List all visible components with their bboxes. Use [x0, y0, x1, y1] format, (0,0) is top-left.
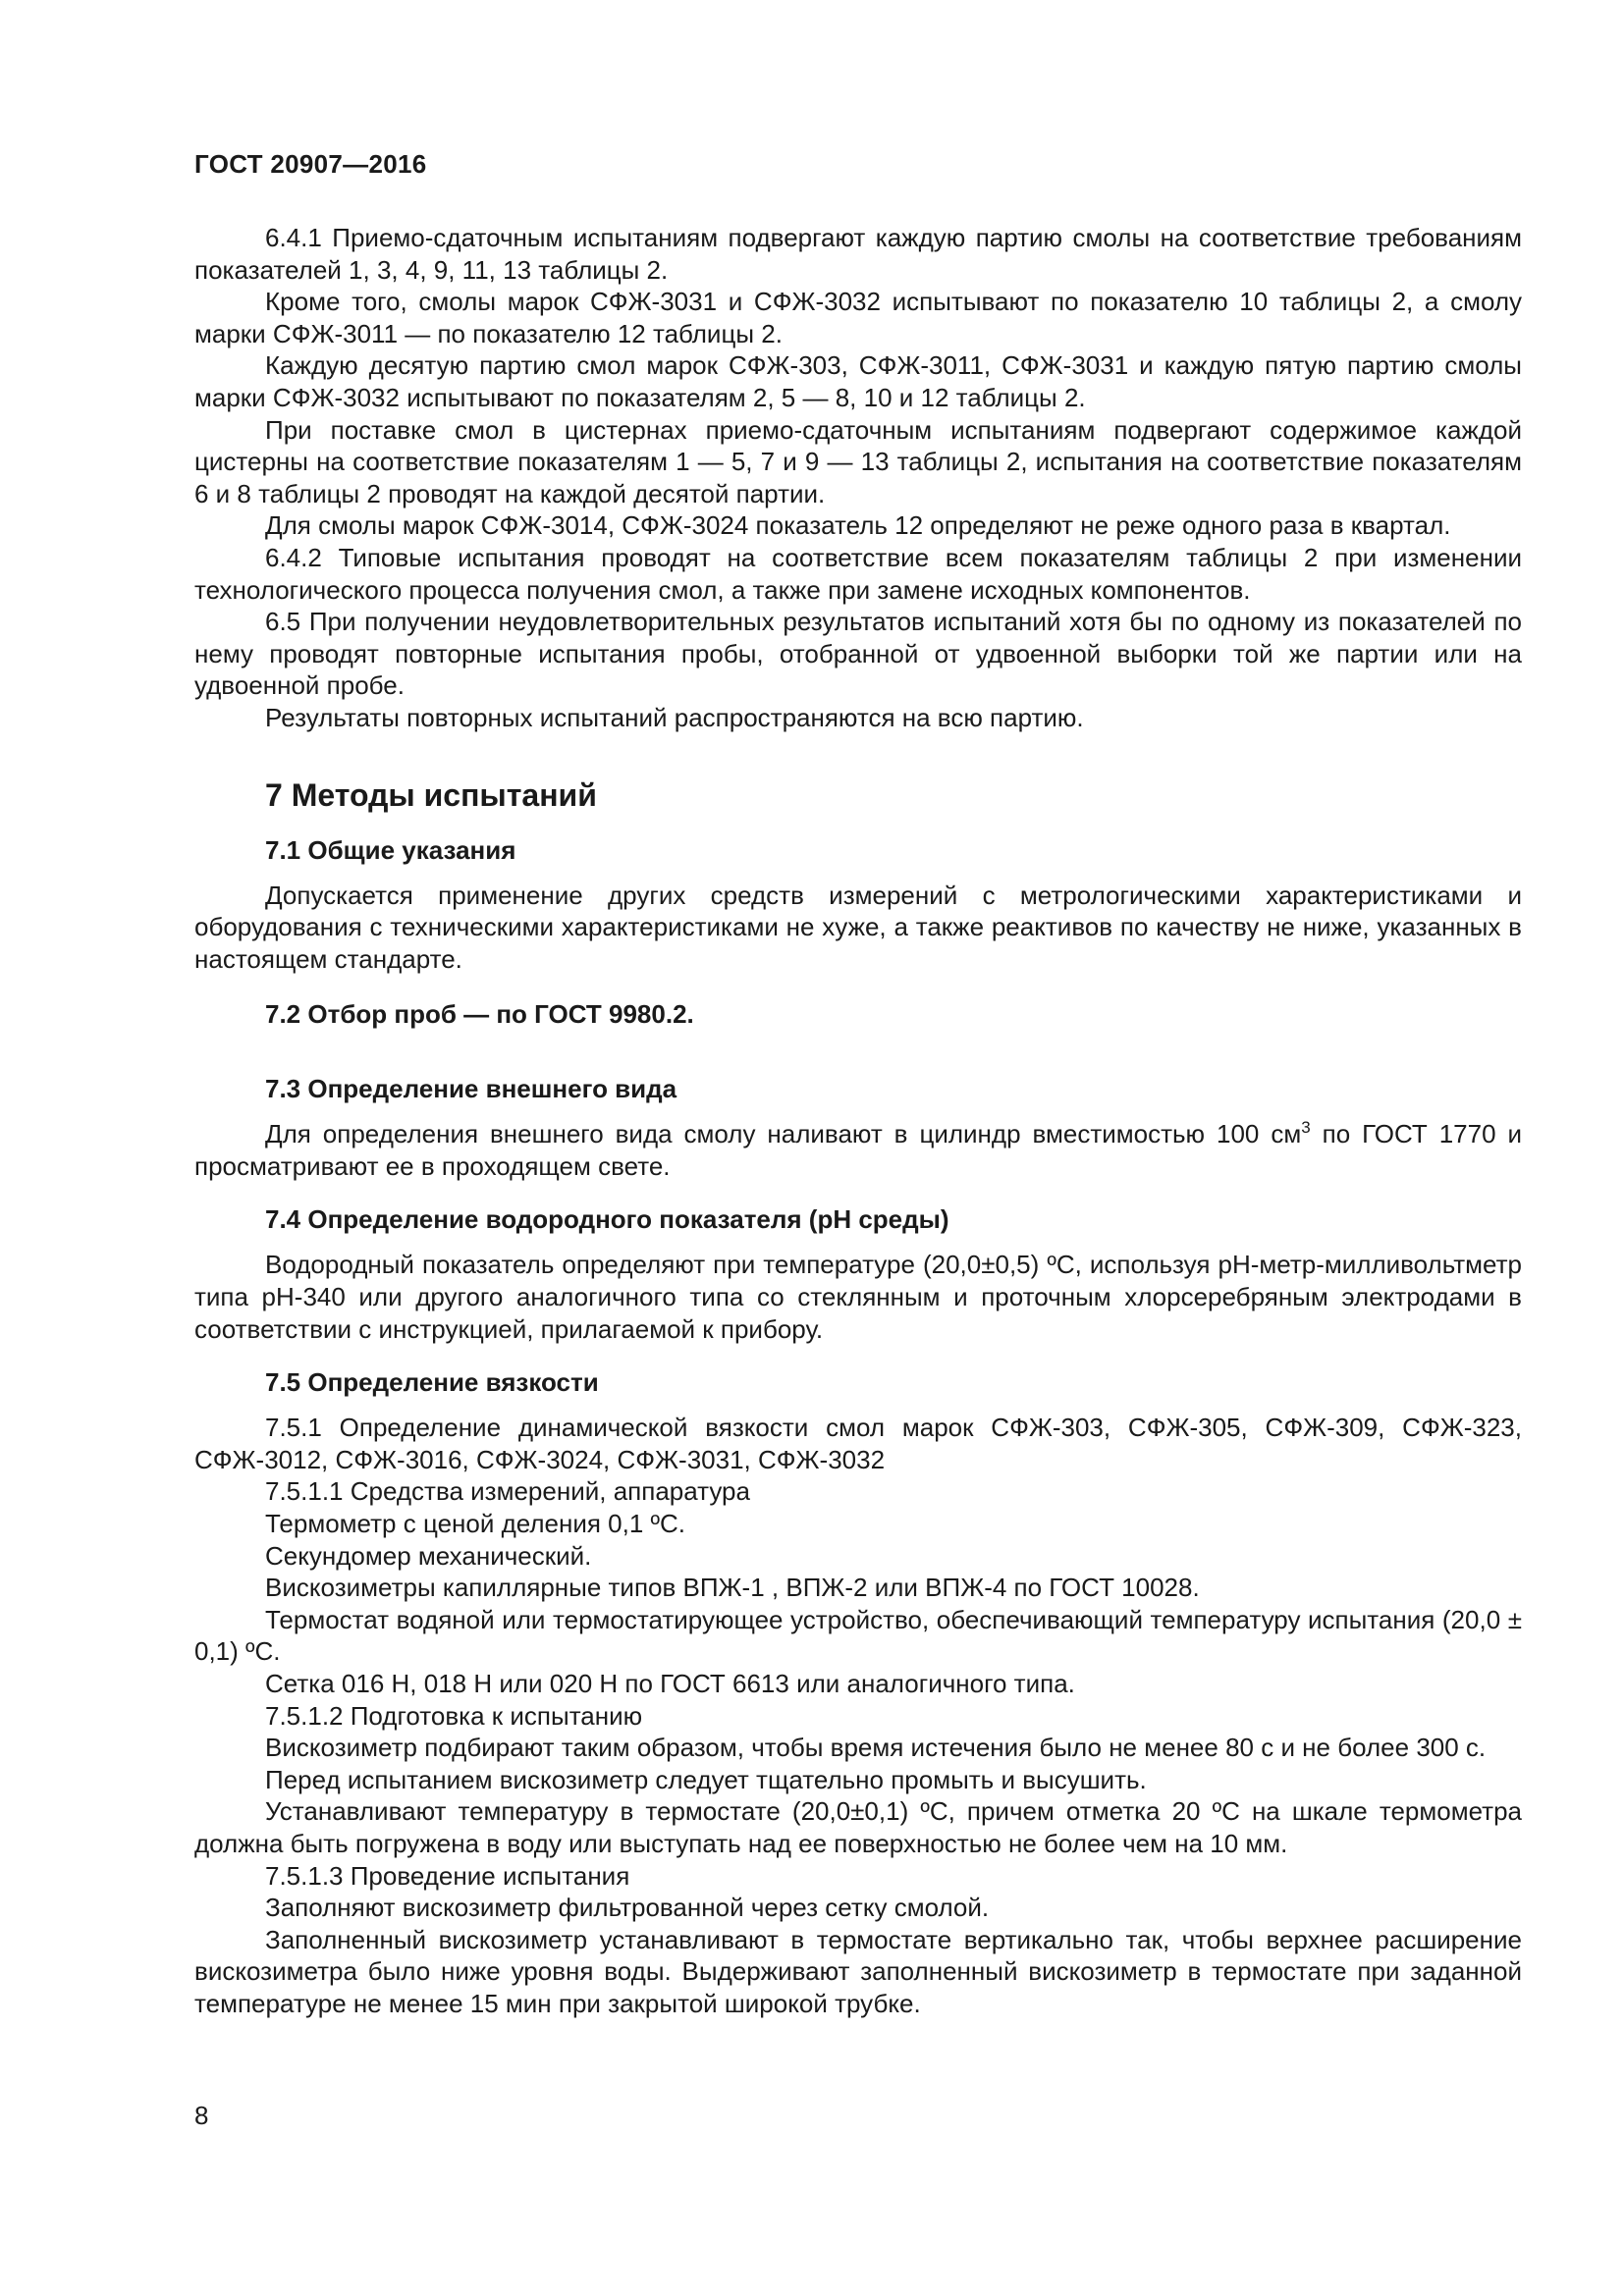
paragraph-7-5-1: 7.5.1 Определение динамической вязкости смол марок СФЖ-303, СФЖ-305, СФЖ-309, СФЖ-323, СФЖ-3012, СФЖ-3016, СФЖ-3024, СФЖ-3031, СФЖ-3032 — [194, 1413, 1522, 1474]
paragraph: Результаты повторных испытаний распространяются на всю партию. — [265, 702, 1084, 732]
paragraph-7-5-1-3: 7.5.1.3 Проведение испытания — [265, 1860, 630, 1891]
subsection-title-7-5: 7.5 Определение вязкости — [265, 1367, 599, 1398]
section-title-7: 7 Методы испытаний — [265, 776, 597, 813]
paragraph-6-5: 6.5 При получении неудовлетворительных результатов испытаний хотя бы по одному из показателей по нему проводят повторные испытания пробы, отобранной от удвоенной выборки той же партии или на удвоенной пробе. — [194, 607, 1522, 701]
subsection-title-7-4: 7.4 Определение водородного показателя (pH среды) — [265, 1204, 949, 1235]
paragraph: Каждую десятую партию смол марок СФЖ-303, СФЖ-3011, СФЖ-3031 и каждую пятую партию смолы марки СФЖ-3032 испытывают по показателям 2, 5 — 8, 10 и 12 таблицы 2. — [194, 350, 1522, 412]
paragraph: Для смолы марок СФЖ-3014, СФЖ-3024 показатель 12 определяют не реже одного раза в квартал. — [265, 510, 1451, 541]
paragraph: Термометр с ценой деления 0,1 ºС. — [265, 1509, 686, 1539]
subsection-title-7-3: 7.3 Определение внешнего вида — [265, 1074, 677, 1104]
paragraph-7-5-1-1: 7.5.1.1 Средства измерений, аппаратура — [265, 1476, 750, 1507]
paragraph: Вискозиметры капиллярные типов ВПЖ-1 , ВПЖ-2 или ВПЖ-4 по ГОСТ 10028. — [265, 1573, 1200, 1603]
subsection-title-7-2: 7.2 Отбор проб — по ГОСТ 9980.2. — [265, 999, 694, 1030]
paragraph: Заполняют вискозиметр фильтрованной через сетку смолой. — [265, 1893, 990, 1923]
text-part: Для определения внешнего вида смолу наливают в цилиндр вместимостью 100 см — [265, 1119, 1302, 1149]
paragraph-7-5-1-2: 7.5.1.2 Подготовка к испытанию — [265, 1700, 643, 1731]
paragraph: Термостат водяной или термостатирующее устройство, обеспечивающий температуру испытания (20,0 ± 0,1) ºС. — [194, 1604, 1522, 1667]
page-number: 8 — [194, 2101, 209, 2130]
paragraph: Вискозиметр подбирают таким образом, чтобы время истечения было не менее 80 с и не более 300 с. — [265, 1733, 1487, 1763]
paragraph-6-4-2: 6.4.2 Типовые испытания проводят на соответствие всем показателям таблицы 2 при изменении технологического процесса получения смол, а также при замене исходных компонентов. — [194, 542, 1522, 605]
paragraph-7-1: Допускается применение других средств измерений с метрологическими характеристиками и оборудования с техническими характеристиками не хуже, а также реактивов по качеству не ниже, указанных в настоящем стандарте. — [194, 880, 1522, 974]
document-header: ГОСТ 20907—2016 — [194, 149, 427, 179]
paragraph-7-4: Водородный показатель определяют при температуре (20,0±0,5) ºС, используя pH-метр-милливольтметр типа pH-340 или другого аналогичного типа со стеклянным и проточным хлорсеребряным электродами в соответствии с инструкцией, прилагаемой к прибору. — [194, 1250, 1522, 1344]
subsection-title-7-1: 7.1 Общие указания — [265, 834, 516, 865]
paragraph: При поставке смол в цистернах приемо-сдаточным испытаниям подвергают содержимое каждой цистерны на соответствие показателям 1 — 5, 7 и 9 — 13 таблицы 2, испытания на соответствие показателям 6 и 8 таблицы 2 проводят на каждой десятой партии. — [194, 414, 1522, 508]
paragraph: Секундомер механический. — [265, 1540, 592, 1571]
page-body — [194, 222, 1522, 2020]
paragraph: Сетка 016 Н, 018 Н или 020 Н по ГОСТ 6613 или аналогичного типа. — [265, 1669, 1075, 1698]
paragraph: Заполненный вискозиметр устанавливают в термостате вертикально так, чтобы верхнее расширение вискозиметра было ниже уровня воды. Выдерживают заполненный вискозиметр в термостате при заданной температуре не менее 15 мин при закрытой широкой трубке. — [194, 1924, 1522, 2018]
paragraph-7-3 — [194, 1118, 1522, 1182]
paragraph: Кроме того, смолы марок СФЖ-3031 и СФЖ-3032 испытывают по показателю 10 таблицы 2, а смолу марки СФЖ-3011 — по показателю 12 таблицы 2. — [194, 287, 1522, 348]
superscript: 3 — [1301, 1118, 1311, 1138]
paragraph-6-4-1: 6.4.1 Приемо-сдаточным испытаниям подвергают каждую партию смолы на соответствие требованиям показателей 1, 3, 4, 9, 11, 13 таблицы 2. — [194, 223, 1522, 285]
text-part: по ГОСТ 1770 и просматривают ее в проходящем свете. — [194, 1119, 1523, 1181]
paragraph: Перед испытанием вискозиметр следует тщательно промыть и высушить. — [265, 1764, 1147, 1794]
paragraph: Устанавливают температуру в термостате (20,0±0,1) ºС, причем отметка 20 ºС на шкале термометра должна быть погружена в воду или выступать над ее поверхностью не более чем на 10 мм. — [194, 1796, 1522, 1858]
